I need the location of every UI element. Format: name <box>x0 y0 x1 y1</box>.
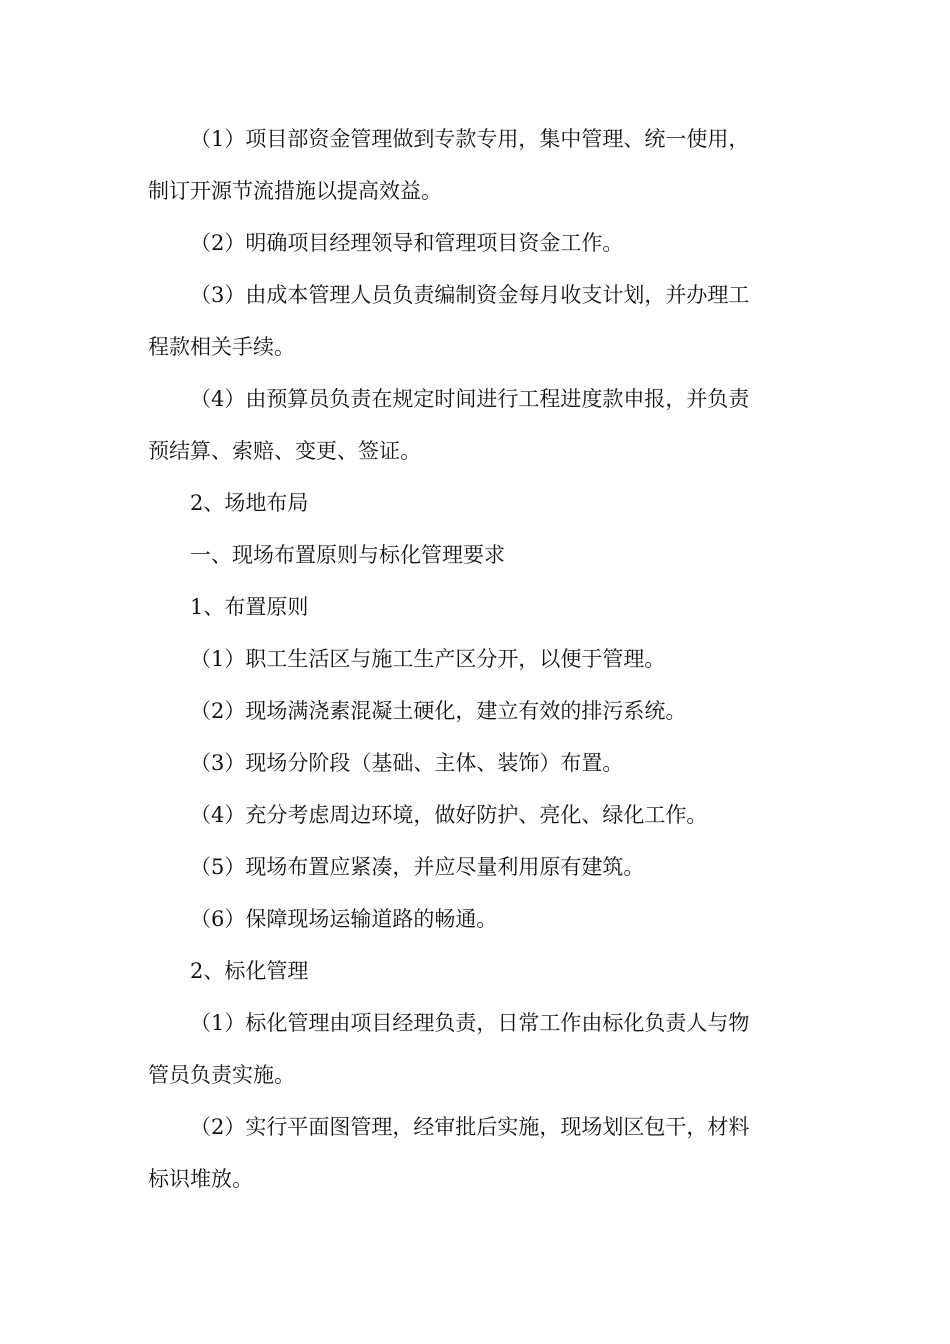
text-line: （1）职工生活区与施工生产区分开，以便于管理。 <box>190 647 666 671</box>
document-body <box>148 113 788 1205</box>
text-line: 管员负责实施。 <box>148 1063 295 1087</box>
text-line: 制订开源节流措施以提高效益。 <box>148 179 442 203</box>
text-line: （1）标化管理由项目经理负责，日常工作由标化负责人与物 <box>190 1011 750 1035</box>
text-line: （4）充分考虑周边环境，做好防护、亮化、绿化工作。 <box>190 803 708 827</box>
text-line: （6）保障现场运输道路的畅通。 <box>190 907 498 931</box>
text-line: 程款相关手续。 <box>148 335 295 359</box>
text-line: （2）现场满浇素混凝土硬化，建立有效的排污系统。 <box>190 699 687 723</box>
text-line: （5）现场布置应紧凑，并应尽量利用原有建筑。 <box>190 855 645 879</box>
text-line: （3）现场分阶段（基础、主体、装饰）布置。 <box>190 751 624 775</box>
section-heading: 2、场地布局 <box>190 491 309 515</box>
text-line: （1）项目部资金管理做到专款专用，集中管理、统一使用， <box>190 127 750 151</box>
subsection-heading: 2、标化管理 <box>190 959 309 983</box>
text-line: （2）实行平面图管理，经审批后实施，现场划区包干，材料 <box>190 1115 750 1139</box>
subsection-heading: 1、布置原则 <box>190 595 309 619</box>
text-line: 预结算、索赔、变更、签证。 <box>148 439 421 463</box>
text-line: （3）由成本管理人员负责编制资金每月收支计划，并办理工 <box>190 283 750 307</box>
section-heading: 一、现场布置原则与标化管理要求 <box>190 543 505 567</box>
text-line: （4）由预算员负责在规定时间进行工程进度款申报，并负责 <box>190 387 750 411</box>
text-line: 标识堆放。 <box>148 1167 253 1191</box>
text-line: （2）明确项目经理领导和管理项目资金工作。 <box>190 231 624 255</box>
